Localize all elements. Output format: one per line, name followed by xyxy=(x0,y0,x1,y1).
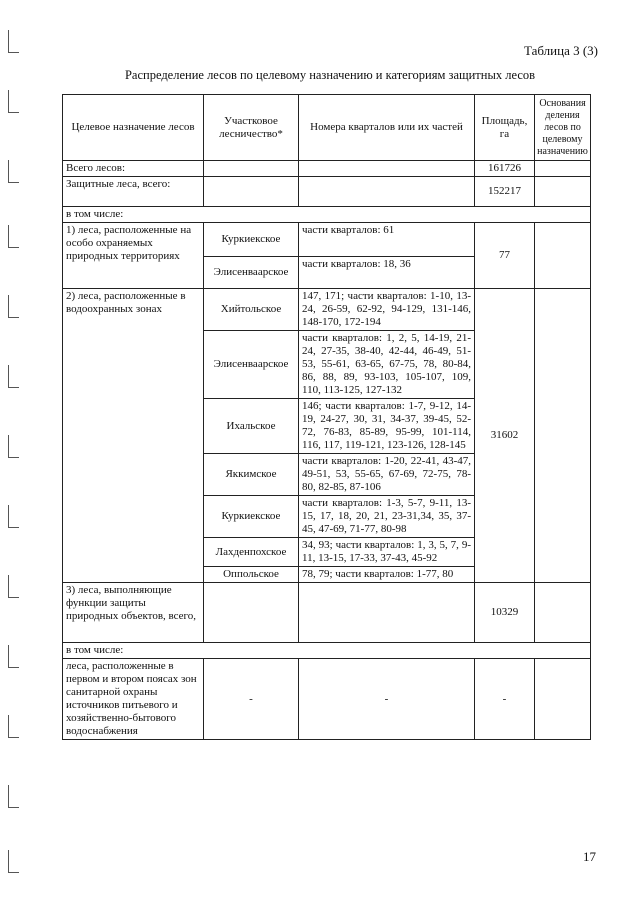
document-title: Распределение лесов по целевому назначению и категориям защитных лесов xyxy=(124,68,536,82)
cell-quarters: части кварталов: 61 xyxy=(299,223,475,257)
cell-quarters: 147, 171; части кварталов: 1-10, 13-24, 26-59, 62-92, 94-129, 131-146, 148-170, 172-194 xyxy=(299,289,475,331)
col-header-forestry: Участковое лесничество* xyxy=(204,95,299,161)
page-number: 17 xyxy=(583,849,596,864)
cell-quarters: части кварталов: 1-20, 22-41, 43-47, 49-51, 53, 55-65, 67-69, 72-75, 78-80, 82-85, 87-106 xyxy=(299,454,475,496)
cell-including: в том числе: xyxy=(63,207,591,223)
cell-forestry: Элисенваарское xyxy=(204,257,299,289)
cell-forestry: Хийтольское xyxy=(204,289,299,331)
table-label: Таблица 3 (3) xyxy=(523,43,598,58)
table-row-protective xyxy=(63,177,591,207)
cell-area: - xyxy=(475,659,535,740)
table-row-including xyxy=(63,207,591,223)
cell-forestry: - xyxy=(204,659,299,740)
cell-label: Всего лесов: xyxy=(63,161,204,177)
cell-label: 3) леса, выполняющие функции защиты природных объектов, всего, xyxy=(63,583,204,643)
cell-label: 2) леса, расположенные в водоохранных зонах xyxy=(63,289,204,583)
cell-forestry: Элисенваарское xyxy=(204,331,299,399)
cell-area: 31602 xyxy=(475,289,535,583)
cell-area: 152217 xyxy=(475,177,535,207)
cell-label: 1) леса, расположенные на особо охраняемых природных территориях xyxy=(63,223,204,289)
cell-quarters: 34, 93; части кварталов: 1, 3, 5, 7, 9-11, 13-15, 17-33, 37-43, 45-92 xyxy=(299,538,475,567)
cell-quarters: 78, 79; части кварталов: 1-77, 80 xyxy=(299,567,475,583)
table-row xyxy=(63,583,591,643)
table-row-including xyxy=(63,643,591,659)
cell-forestry: Куркиекское xyxy=(204,496,299,538)
table-row xyxy=(63,223,591,257)
cell-quarters: - xyxy=(299,659,475,740)
cell-label: Защитные леса, всего: xyxy=(63,177,204,207)
scan-margin-marks xyxy=(8,20,22,880)
cell-area: 77 xyxy=(475,223,535,289)
cell-quarters: части кварталов: 1, 2, 5, 14-19, 21-24, 27-35, 38-40, 42-44, 46-49, 51-53, 55-61, 63-65, 67-75, 78, 80-84, 86, 88, 89, 93-103, 105-107, 109, 110, 113-125, 127-132 xyxy=(299,331,475,399)
cell-forestry: Оппольское xyxy=(204,567,299,583)
cell-forestry: Ихальское xyxy=(204,399,299,454)
cell-including: в том числе: xyxy=(63,643,591,659)
cell-quarters: 146; части кварталов: 1-7, 9-12, 14-19, 24-27, 30, 31, 34-37, 39-45, 52-72, 76-83, 85-89, 95-99, 101-114, 116, 117, 119-121, 123-126, 128-145 xyxy=(299,399,475,454)
col-header-quarters: Номера кварталов или их частей xyxy=(299,95,475,161)
col-header-purpose: Целевое назначение лесов xyxy=(63,95,204,161)
table-row xyxy=(63,289,591,331)
col-header-basis: Основания деления лесов по целевому назначению xyxy=(535,95,591,161)
col-header-area: Площадь, га xyxy=(475,95,535,161)
forest-distribution-table xyxy=(62,94,591,740)
table-row xyxy=(63,659,591,740)
cell-forestry: Лахденпохское xyxy=(204,538,299,567)
table-header-row xyxy=(63,95,591,161)
cell-area: 161726 xyxy=(475,161,535,177)
cell-quarters: части кварталов: 1-3, 5-7, 9-11, 13-15, 17, 18, 20, 21, 23-31,34, 35, 37-45, 47-69, 71-77, 80-98 xyxy=(299,496,475,538)
cell-quarters: части кварталов: 18, 36 xyxy=(299,257,475,289)
cell-label: леса, расположенные в первом и втором поясах зон санитарной охраны источников питьевого и хозяйственно-бытового водоснабжения xyxy=(63,659,204,740)
cell-forestry: Яккимское xyxy=(204,454,299,496)
table-row-total xyxy=(63,161,591,177)
cell-forestry: Куркиекское xyxy=(204,223,299,257)
cell-area: 10329 xyxy=(475,583,535,643)
